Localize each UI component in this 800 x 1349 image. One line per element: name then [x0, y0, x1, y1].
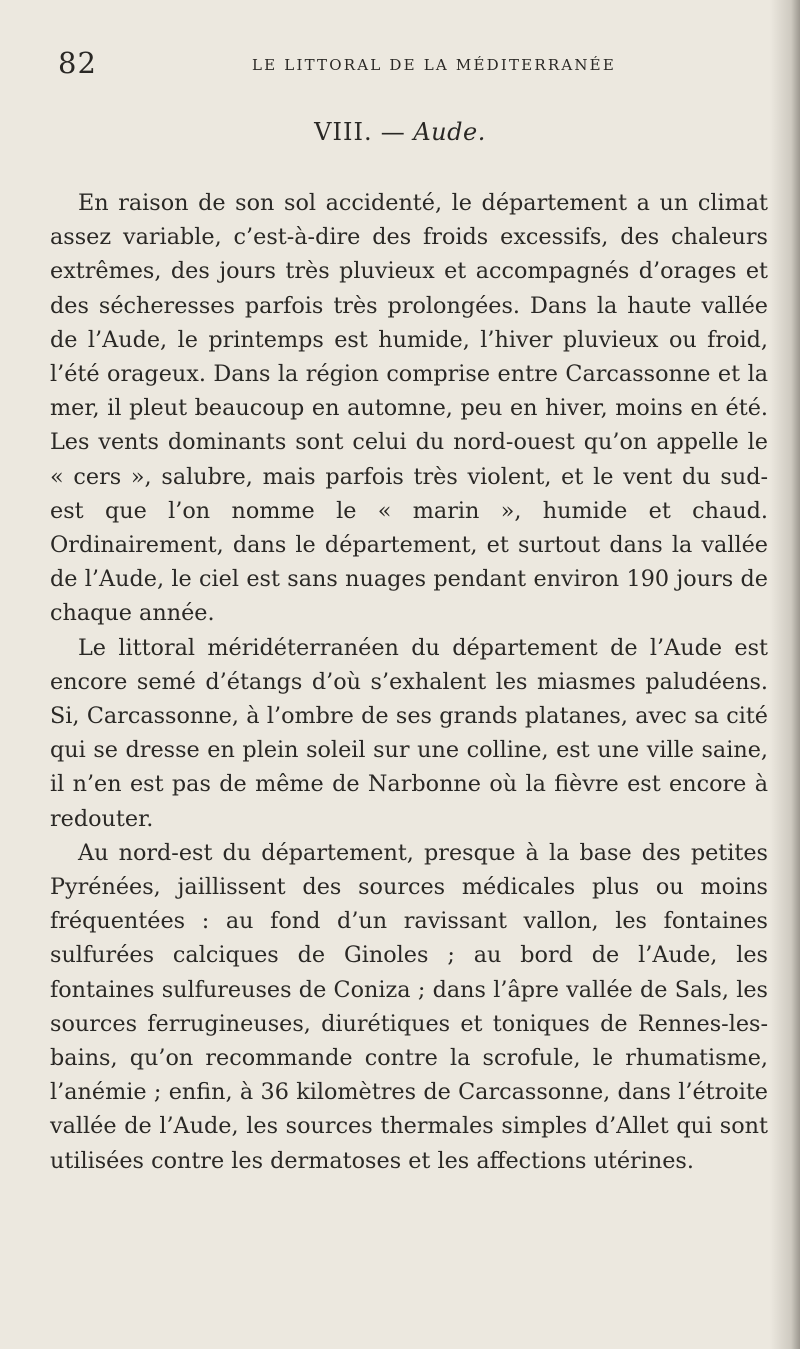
- section-number: VIII.: [314, 118, 373, 146]
- page-header: [52, 46, 752, 86]
- paragraph-sources: Au nord-est du département, presque à la base des petites Pyrénées, jaillissent des sources médicales plus ou moins fréquentées : au fond d’un ravissant vallon, les fontaines sulfurées calciques de Ginoles ; au bord de l’Aude, les fontaines sulfureuses de Coniza ; dans l’âpre vallée de Sals, les sources ferrugineuses, diurétiques et toniques de Rennes-les-bains, qu’on recommande contre la scrofule, le rhumatisme, l’anémie ; enfin, à 36 kilomètres de Carcassonne, dans l’étroite vallée de l’Aude, les sources thermales simples d’Allet qui sont utilisées contre les dermatoses et les affections utérines.: [50, 839, 768, 1174]
- paragraph-littoral: Le littoral méridéterranéen du département de l’Aude est encore semé d’étangs d’où s’exhalent les miasmes paludéens. Si, Carcassonne, à l’ombre de ses grands platanes, avec sa cité qui se dresse en plein soleil sur une colline, est une ville saine, il n’en est pas de même de Narbonne où la fièvre est encore à redouter.: [50, 634, 768, 832]
- section-name: Aude.: [413, 118, 486, 146]
- section-dash: —: [372, 118, 414, 146]
- running-title: LE LITTORAL DE LA MÉDITERRANÉE: [252, 56, 616, 74]
- page-number: 82: [58, 46, 97, 80]
- body-text: [50, 186, 768, 1178]
- section-heading: [0, 118, 800, 146]
- page-edge-shadow: [770, 0, 800, 1349]
- paragraph-climate: En raison de son sol accidenté, le département a un climat assez variable, c’est-à-dire des froids excessifs, des chaleurs extrêmes, des jours très pluvieux et accompagnés d’orages et des sécheresses parfois très prolongées. Dans la haute vallée de l’Aude, le printemps est humide, l’hiver pluvieux ou froid, l’été orageux. Dans la région comprise entre Carcassonne et la mer, il pleut beaucoup en automne, peu en hiver, moins en été. Les vents dominants sont celui du nord-ouest qu’on appelle le « cers », salubre, mais parfois très violent, et le vent du sud-est que l’on nomme le « marin », humide et chaud. Ordinairement, dans le département, et surtout dans la vallée de l’Aude, le ciel est sans nuages pendant environ 190 jours de chaque année.: [50, 190, 768, 627]
